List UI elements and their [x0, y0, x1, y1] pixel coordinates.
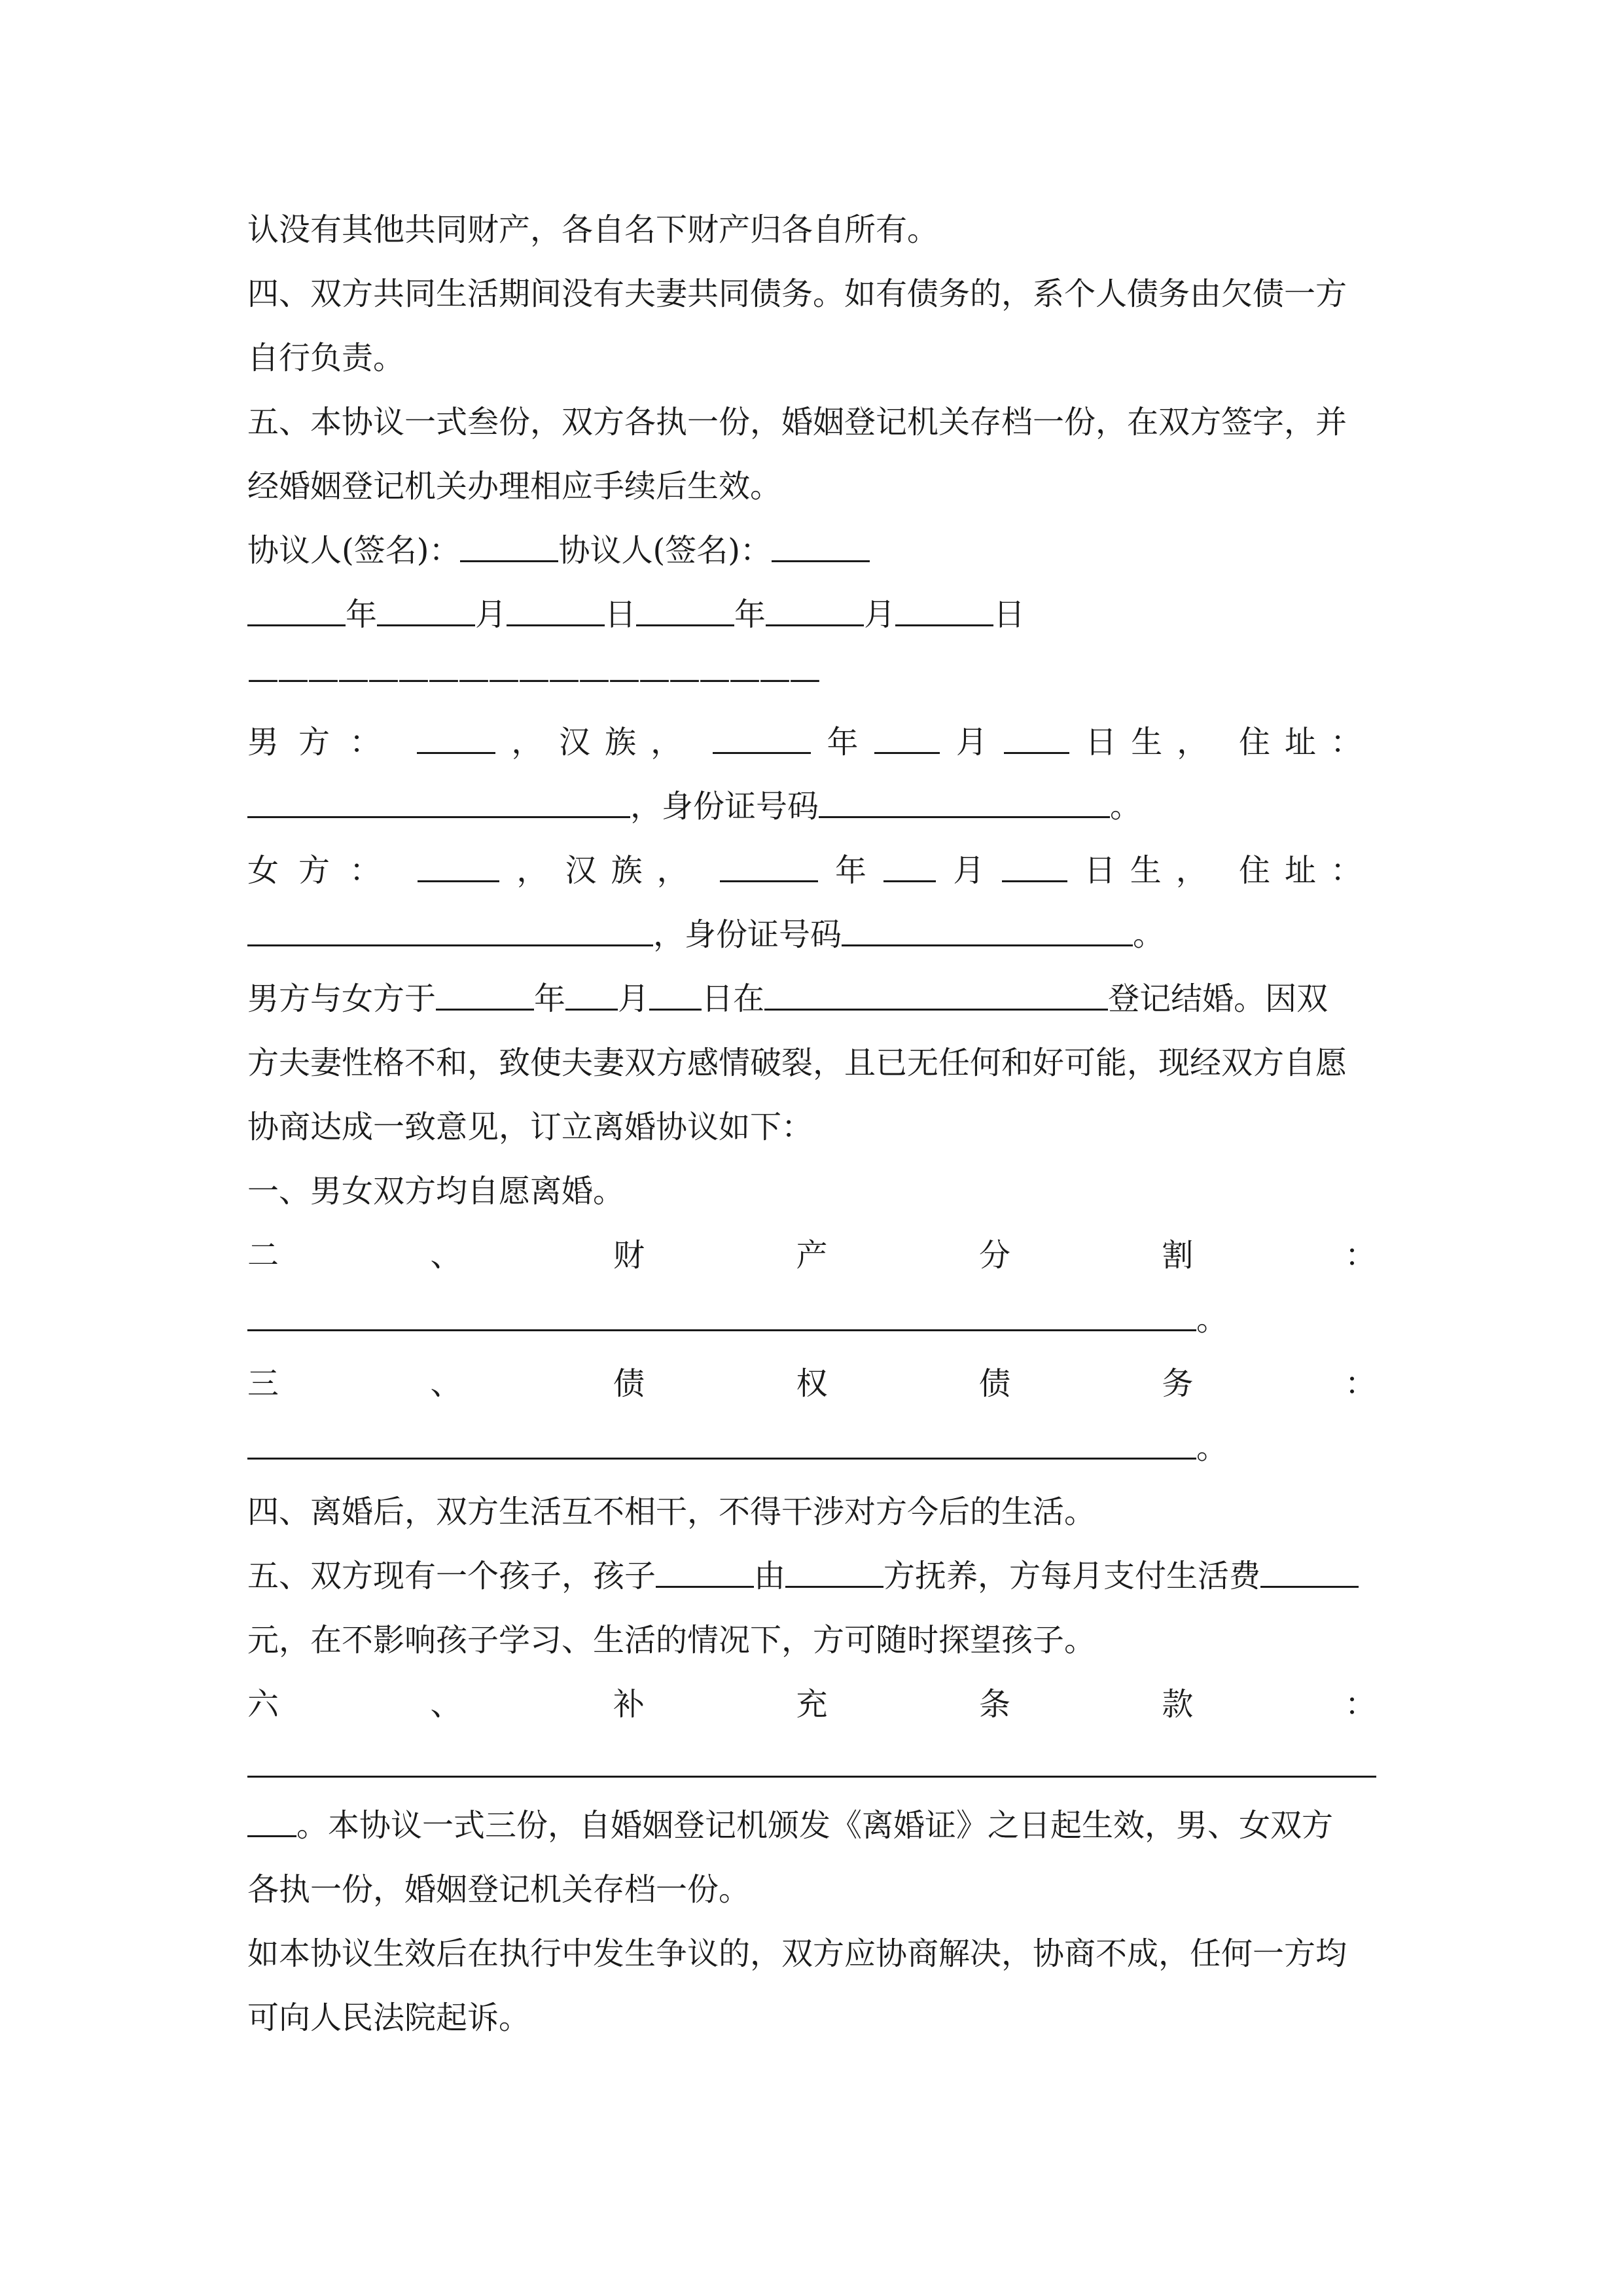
text-line: 四、双方共同生活期间没有夫妻共同债务。如有债务的，系个人债务由欠债一方 [247, 276, 1347, 312]
clause-1: 一、男女双方均自愿离婚。 [247, 1173, 625, 1210]
id-number-blank[interactable] [819, 774, 1110, 818]
date-blank[interactable] [766, 583, 864, 626]
date-blank[interactable] [895, 583, 993, 626]
text-line: 自行负责。 [247, 340, 405, 376]
name-blank[interactable] [418, 838, 499, 882]
date-blank[interactable] [247, 583, 346, 626]
supplementary-tail-blank[interactable] [247, 1793, 296, 1837]
marriage-line: 男方与女方于 年 月 日在 登记结婚。因双 [247, 967, 1376, 1031]
dash-separator: ——————————————————— [247, 660, 819, 697]
clause-3-fill: 。 [247, 1416, 1376, 1480]
year-blank[interactable] [720, 838, 818, 882]
text-line: 方夫妻性格不和，致使夫妻双方感情破裂，且已无任何和好可能，现经双方自愿 [247, 1045, 1347, 1081]
day-blank[interactable] [1004, 710, 1069, 754]
text-line: 协商达成一致意见，订立离婚协议如下： [247, 1109, 813, 1145]
name-blank[interactable] [417, 710, 495, 754]
month-blank[interactable] [565, 967, 618, 1011]
clause-3-heading: 三 、 债 权 债 务 ： [247, 1365, 1376, 1402]
signature-blank[interactable] [772, 518, 870, 562]
day-blank[interactable] [1002, 838, 1067, 882]
text-line: 认没有其他共同财产，各自名下财产归各自所有。 [247, 211, 939, 248]
place-blank[interactable] [764, 967, 1108, 1011]
woman-id-line: ，身份证号码 。 [247, 903, 1376, 967]
year-blank[interactable] [713, 710, 811, 754]
woman-info-line: 女方： ， 汉族， 年 月 日生， 住址： [247, 838, 1376, 903]
date-blank[interactable] [507, 583, 605, 626]
date-blank[interactable] [377, 583, 475, 626]
month-blank[interactable] [874, 710, 940, 754]
clause-5-continued: 元，在不影响孩子学习、生活的情况下，方可随时探望孩子。 [247, 1622, 1096, 1659]
day-blank[interactable] [649, 967, 702, 1011]
debt-blank[interactable] [247, 1416, 1196, 1460]
support-amount-blank[interactable] [1260, 1544, 1359, 1588]
custody-blank[interactable] [785, 1544, 883, 1588]
year-blank[interactable] [436, 967, 534, 1011]
text-line: 如本协议生效后在执行中发生争议的，双方应协商解决，协商不成，任何一方均 [247, 1935, 1347, 1972]
child-blank[interactable] [656, 1544, 754, 1588]
man-id-line: ，身份证号码 。 [247, 774, 1376, 838]
address-blank[interactable] [247, 774, 630, 818]
signature-line: 协议人(签名)： 协议人(签名)： [247, 518, 1376, 583]
clause-6-end: 。本协议一式三份，自婚姻登记机颁发《离婚证》之日起生效，男、女双方 [247, 1793, 1376, 1857]
id-number-blank[interactable] [842, 903, 1133, 946]
property-division-blank[interactable] [247, 1287, 1196, 1331]
signature-blank[interactable] [460, 518, 558, 562]
text-line: 各执一份，婚姻登记机关存档一份。 [247, 1871, 751, 1908]
date-line: 年 月 日 年 月 日 [247, 583, 1376, 647]
month-blank[interactable] [883, 838, 936, 882]
clause-2-heading: 二 、 财 产 分 割 ： [247, 1237, 1376, 1274]
clause-4: 四、离婚后，双方生活互不相干，不得干涉对方今后的生活。 [247, 1494, 1096, 1530]
clause-5: 五、双方现有一个孩子，孩子 由 方抚养，方每月支付生活费 [247, 1544, 1376, 1608]
address-blank[interactable] [247, 903, 653, 946]
clause-2-fill: 。 [247, 1287, 1376, 1352]
text-line: 可向人民法院起诉。 [247, 2000, 531, 2036]
text-line: 五、本协议一式叁份，双方各执一份，婚姻登记机关存档一份，在双方签字，并 [247, 404, 1347, 440]
supplementary-terms-blank[interactable] [247, 1776, 1376, 1778]
clause-6-heading: 六 、 补 充 条 款 ： [247, 1686, 1376, 1723]
date-blank[interactable] [636, 583, 734, 626]
text-line: 经婚姻登记机关办理相应手续后生效。 [247, 468, 782, 505]
man-info-line: 男方： ， 汉族， 年 月 日生， 住址： [247, 710, 1376, 774]
